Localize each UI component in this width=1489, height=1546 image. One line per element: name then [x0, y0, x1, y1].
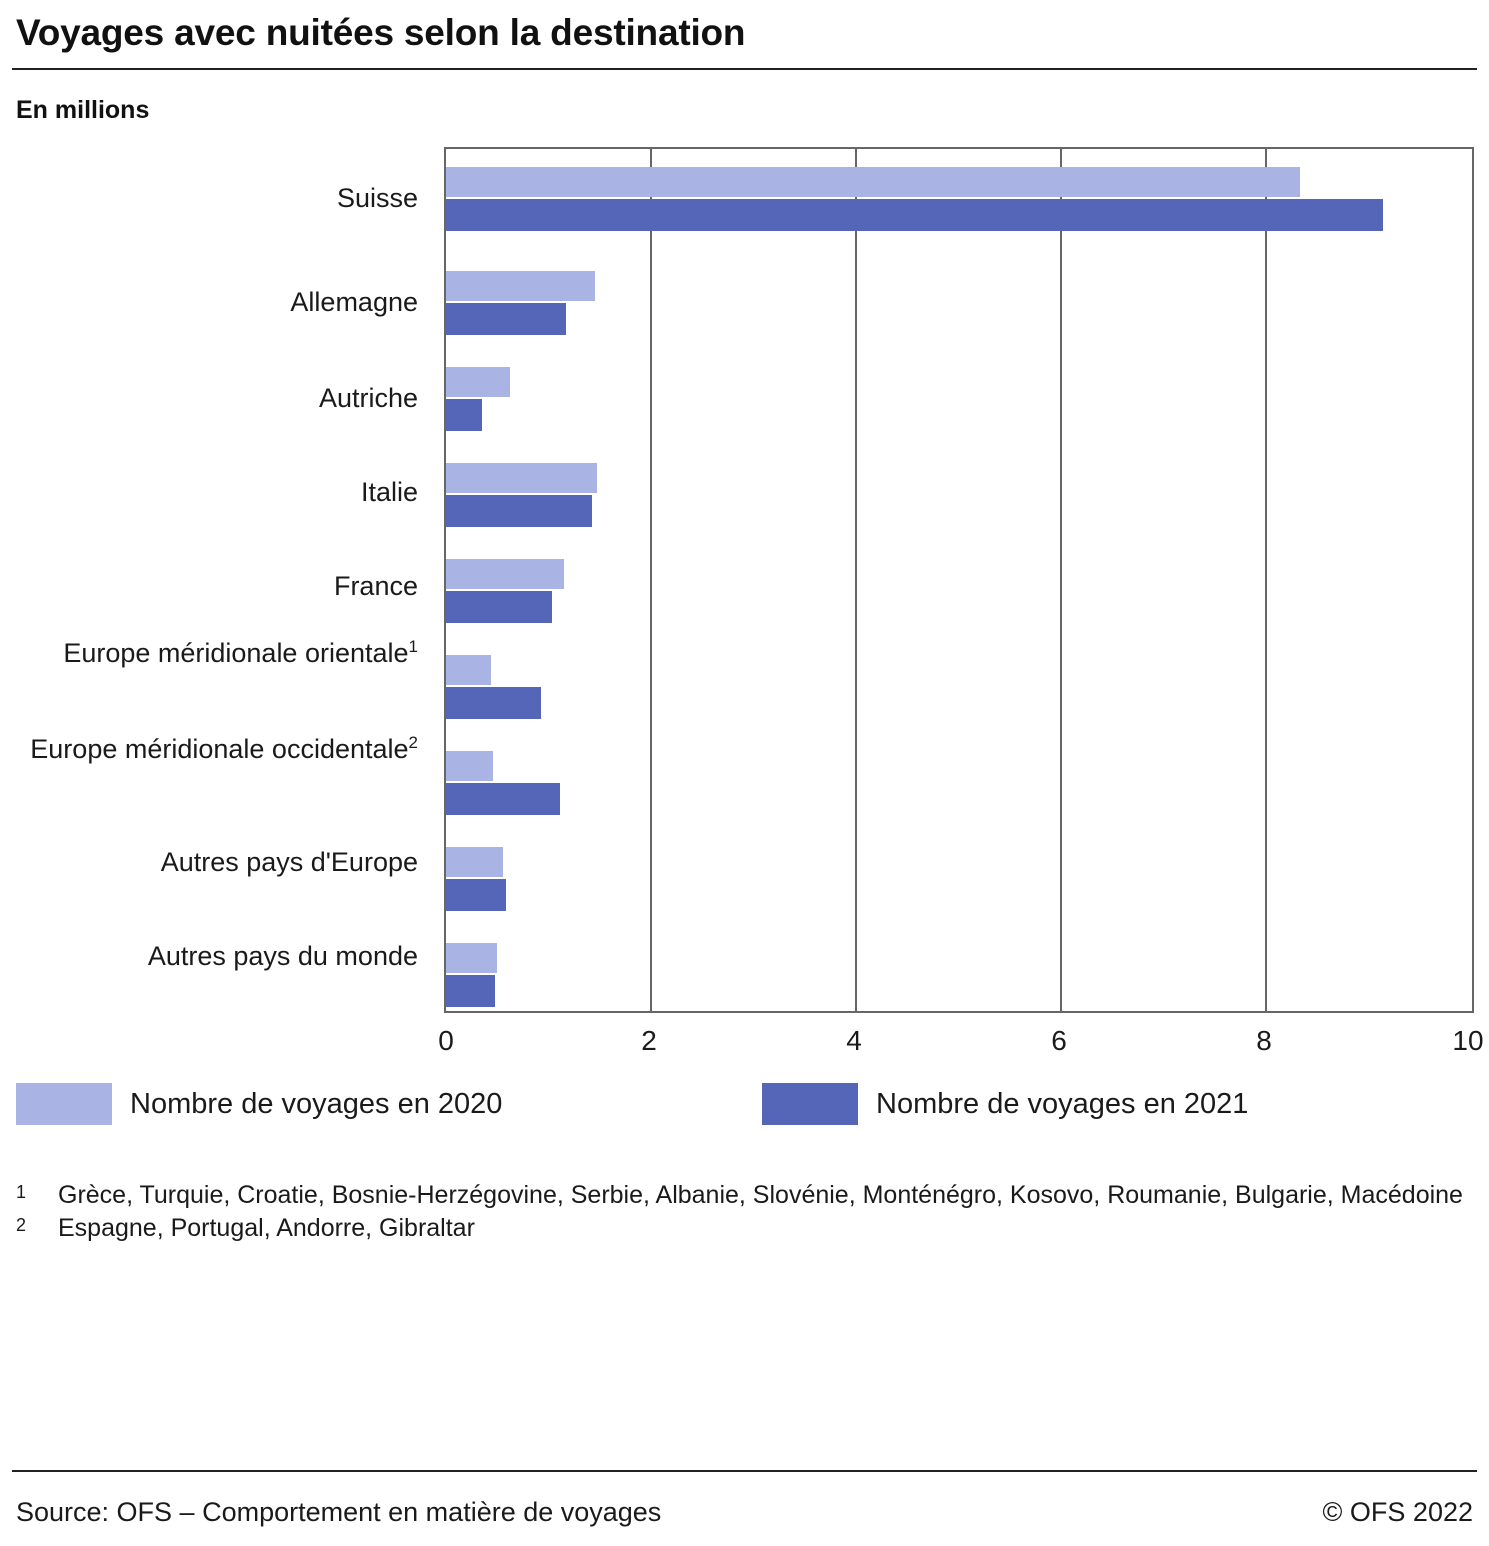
category-label-autres-pays-monde: Autres pays du monde — [147, 941, 418, 971]
copyright-text: © OFS 2022 — [1322, 1497, 1473, 1527]
bar-suisse-2020 — [446, 167, 1300, 197]
bar-suisse-2021 — [446, 199, 1383, 231]
legend-item-2021[interactable] — [762, 1083, 1248, 1125]
footer-divider — [12, 1470, 1477, 1472]
legend-label-2021: Nombre de voyages en 2021 — [876, 1087, 1249, 1120]
bar-autres-pays-europe-2020 — [446, 847, 503, 877]
bar-autriche-2021 — [446, 399, 482, 431]
bar-allemagne-2021 — [446, 303, 566, 335]
footnote-marker-1: 1 — [408, 637, 418, 656]
plot-box — [444, 147, 1474, 1013]
source-text: Source: OFS – Comportement en matière de voyages — [16, 1497, 662, 1527]
bar-allemagne-2020 — [446, 271, 595, 301]
bar-autres-pays-monde-2021 — [446, 975, 495, 1007]
category-label-autres-pays-europe: Autres pays d'Europe — [160, 847, 418, 877]
category-label-europe-meridionale-orientale: Europe méridionale orientale$^1$ — [63, 637, 418, 668]
bar-europe-meridionale-orientale-2021 — [446, 687, 541, 719]
bar-italie-2020 — [446, 463, 597, 493]
chart-subtitle: En millions — [16, 96, 150, 124]
bar-france-2020 — [446, 559, 564, 589]
x-axis-ticks — [438, 1019, 1484, 1069]
bar-europe-meridionale-occidentale-2020 — [446, 751, 493, 781]
legend-swatch-2020 — [16, 1083, 112, 1125]
footnote-2-marker: 2 — [16, 1215, 27, 1235]
category-axis-labels — [12, 147, 436, 1013]
footnotes — [12, 1179, 1477, 1245]
chart-area — [12, 147, 1484, 1077]
page-title: Voyages avec nuitées selon la destination — [16, 12, 746, 53]
x-tick-4: 4 — [846, 1025, 862, 1056]
x-tick-6: 6 — [1051, 1025, 1067, 1056]
x-tick-2: 2 — [641, 1025, 657, 1056]
legend-label-2020: Nombre de voyages en 2020 — [130, 1087, 503, 1120]
category-label-suisse: Suisse — [336, 183, 418, 213]
bar-autres-pays-monde-2020 — [446, 943, 497, 973]
footnote-2-text: Espagne, Portugal, Andorre, Gibraltar — [58, 1214, 475, 1242]
bar-autriche-2020 — [446, 367, 510, 397]
bar-autres-pays-europe-2021 — [446, 879, 506, 911]
legend-item-2020[interactable] — [16, 1083, 502, 1125]
category-label-italie: Italie — [360, 477, 418, 507]
footnote-1 — [16, 1179, 1477, 1212]
category-label-allemagne: Allemagne — [290, 287, 418, 317]
category-label-autriche: Autriche — [318, 383, 418, 413]
footnote-2 — [16, 1212, 1477, 1245]
x-tick-10: 10 — [1452, 1025, 1484, 1056]
bar-series-group — [446, 149, 1472, 1011]
footnote-marker-2: 2 — [408, 733, 418, 752]
x-tick-0: 0 — [438, 1025, 454, 1056]
category-label-europe-meridionale-occidentale: Europe méridionale occidentale$^2$ — [30, 733, 418, 764]
bar-europe-meridionale-occidentale-2021 — [446, 783, 560, 815]
bar-france-2021 — [446, 591, 552, 623]
chart-legend — [12, 1083, 1477, 1143]
bar-italie-2021 — [446, 495, 592, 527]
bar-europe-meridionale-orientale-2020 — [446, 655, 491, 685]
footer — [16, 1497, 1473, 1528]
category-label-france: France — [333, 571, 418, 601]
x-tick-8: 8 — [1256, 1025, 1272, 1056]
legend-swatch-2021 — [762, 1083, 858, 1125]
footnote-1-text: Grèce, Turquie, Croatie, Bosnie-Herzégovine, Serbie, Albanie, Slovénie, Monténégro, Kosovo, Roumanie, Bulgarie, Macédoine — [58, 1181, 1463, 1209]
footnote-1-marker: 1 — [16, 1182, 27, 1202]
